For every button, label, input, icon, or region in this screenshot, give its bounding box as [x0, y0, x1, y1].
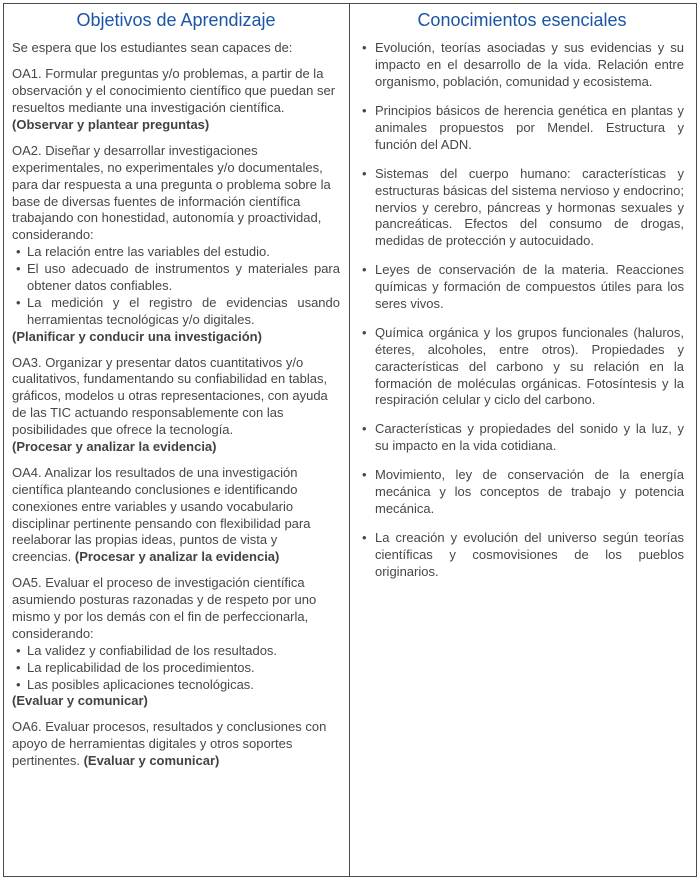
curriculum-table-page: [3, 3, 697, 877]
oa2-skill-tag: (Planificar y conducir una investigación): [12, 328, 262, 344]
knowledge-column: [350, 4, 696, 876]
list-item: • Química orgánica y los grupos funcionales (haluros, éteres, alcoholes, entre otros). Propiedades y características del carbono y su relación en la formación de moléculas orgánicas. Fotosíntesis y la respiración celular y ciclo del carbono.: [360, 325, 684, 409]
objectives-column: [4, 4, 350, 876]
knowledge-header: Conocimientos esenciales: [417, 10, 627, 30]
oa4-body: OA4. Analizar los resultados de una investigación científica planteando conclusiones e identificando conexiones entre variables y usando vocabulario disciplinar pertinente pensando con flexibilidad para reelaborar las propias ideas, puntos de vista y creencias.: [12, 464, 311, 565]
oa5-bullet-list: [14, 643, 340, 694]
list-item: • La creación y evolución del universo según teorías científicas y cosmovisiones de los pueblos originarios.: [360, 530, 684, 581]
oa3-body: OA3. Organizar y presentar datos cuantitativos y/o cualitativos, fundamentando su confiabilidad en tablas, gráficos, modelos u otras representaciones, con ayuda de las TIC actuando responsablemente con las posibilidades que ofrece la tecnología.: [12, 354, 328, 438]
list-item: • Movimiento, ley de conservación de la energía mecánica y los conceptos de trabajo y potencia mecánica.: [360, 467, 684, 518]
oa1-paragraph: [12, 66, 340, 134]
list-item: • Las posibles aplicaciones tecnológicas.: [14, 677, 340, 694]
oa4-skill-tag: (Procesar y analizar la evidencia): [74, 549, 280, 565]
oa5-body: OA5. Evaluar el proceso de investigación científica asumiendo posturas razonadas y de respeto por uno mismo y por los demás con el fin de perfeccionarla, considerando:: [12, 575, 317, 641]
list-item: • Principios básicos de herencia genética en plantas y animales propuestos por Mendel. Estructura y función del ADN.: [360, 103, 684, 154]
oa1-skill-tag: (Observar y plantear preguntas): [12, 116, 210, 132]
list-item: • Leyes de conservación de la materia. Reacciones químicas y formación de compuestos útiles para los seres vivos.: [360, 262, 684, 313]
list-item: • La replicabilidad de los procedimientos.: [14, 660, 340, 677]
oa2-paragraph: [12, 143, 340, 346]
knowledge-list: [360, 40, 684, 580]
oa6-skill-tag: (Evaluar y comunicar): [83, 753, 220, 769]
list-item: • Características y propiedades del sonido y la luz, y su impacto en la vida cotidiana.: [360, 421, 684, 455]
objectives-intro: Se espera que los estudiantes sean capaces de:: [12, 40, 293, 56]
oa6-body: OA6. Evaluar procesos, resultados y conclusiones con apoyo de herramientas digitales y otros soportes pertinentes.: [12, 719, 327, 769]
list-item: • La medición y el registro de evidencias usando herramientas tecnológicas y/o digitales.: [14, 295, 340, 329]
oa4-paragraph: [12, 465, 340, 566]
list-item: • Sistemas del cuerpo humano: características y estructuras básicas del sistema nervioso y endocrino; nervios y cerebro, páncreas y hormonas sexuales y pancreáticas. Efectos del consumo de drogas, medidas de protección y autocuidado.: [360, 166, 684, 250]
oa6-paragraph: [12, 719, 340, 770]
list-item: • Evolución, teorías asociadas y sus evidencias y su impacto en el desarrollo de la vida. Relación entre organismo, población, comunidad y ecosistema.: [360, 40, 684, 91]
oa5-paragraph: [12, 575, 340, 710]
oa5-skill-tag: (Evaluar y comunicar): [12, 693, 148, 709]
objectives-header: Objetivos de Aprendizaje: [76, 10, 276, 30]
oa3-skill-tag: (Procesar y analizar la evidencia): [12, 438, 217, 454]
oa3-paragraph: [12, 355, 340, 456]
list-item: • La validez y confiabilidad de los resultados.: [14, 643, 340, 660]
oa1-body: OA1. Formular preguntas y/o problemas, a partir de la observación y el conocimiento científico que puedan ser resueltos mediante una investigación científica.: [12, 66, 336, 116]
oa2-bullet-list: [14, 244, 340, 328]
oa2-body: OA2. Diseñar y desarrollar investigaciones experimentales, no experimentales y/o documentales, para dar respuesta a una pregunta o problema sobre la base de diversas fuentes de información científica trabajando con honestidad, autonomía y proactividad, considerando:: [12, 142, 331, 243]
list-item: • El uso adecuado de instrumentos y materiales para obtener datos confiables.: [14, 261, 340, 295]
list-item: • La relación entre las variables del estudio.: [14, 244, 340, 261]
